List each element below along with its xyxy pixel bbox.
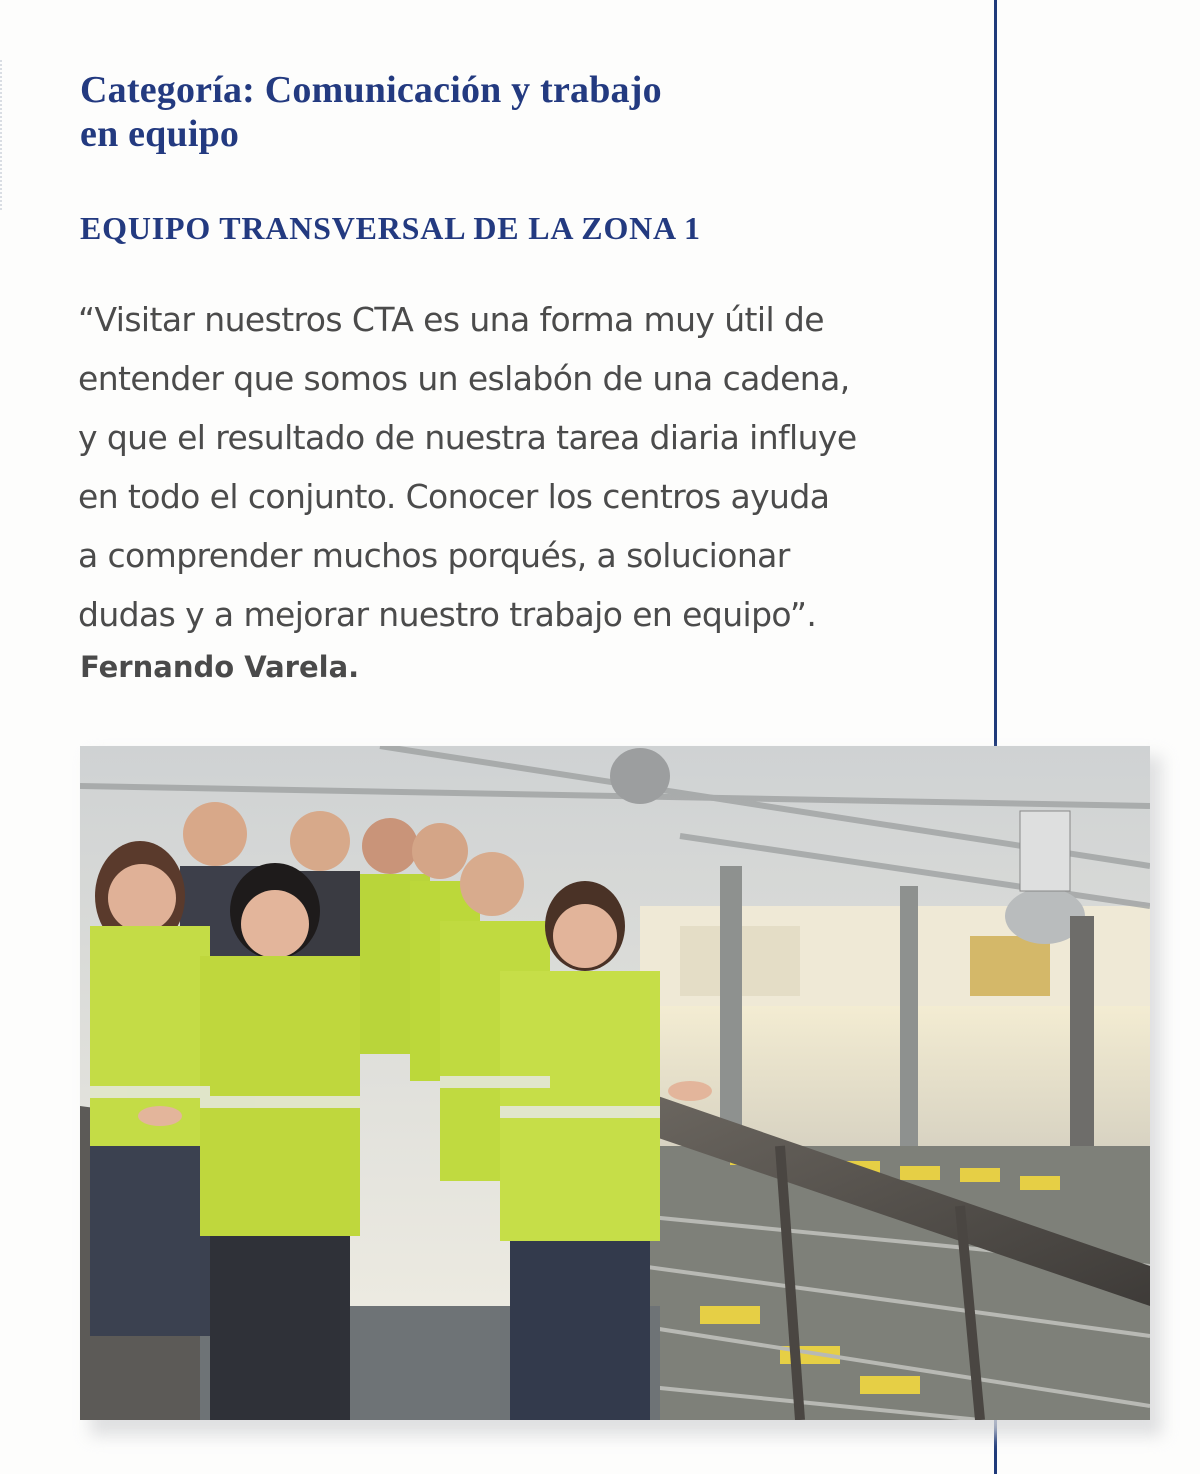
quote-author: Fernando Varela. [80, 650, 360, 684]
team-title: EQUIPO TRANSVERSAL DE LA ZONA 1 [80, 210, 701, 246]
category-line-2: en equipo [80, 113, 240, 155]
hand [668, 1081, 712, 1101]
orange-door [970, 936, 1050, 996]
quote-line: en todo el conjunto. Conocer los centros ayuda [78, 477, 830, 516]
team-photo-illustration [80, 746, 1150, 1420]
category-heading [80, 68, 780, 156]
quote-line: dudas y a mejorar nuestro trabajo en equipo”. [78, 595, 817, 634]
wall-box [1020, 811, 1070, 891]
ceiling-lamp [610, 748, 670, 804]
quote-line: “Visitar nuestros CTA es una forma muy útil de [78, 300, 824, 339]
quote [78, 290, 918, 644]
category-line-1: Categoría: Comunicación y trabajo [80, 69, 662, 111]
quote-line: entender que somos un eslabón de una cadena, [78, 359, 850, 398]
column [900, 886, 918, 1186]
team-photo [80, 746, 1150, 1420]
hand [138, 1106, 182, 1126]
scan-edge [0, 60, 12, 210]
column-rule-top [994, 0, 997, 748]
quote-line: y que el resultado de nuestra tarea diaria influye [78, 418, 857, 457]
quote-line: a comprender muchos porqués, a solucionar [78, 536, 790, 575]
